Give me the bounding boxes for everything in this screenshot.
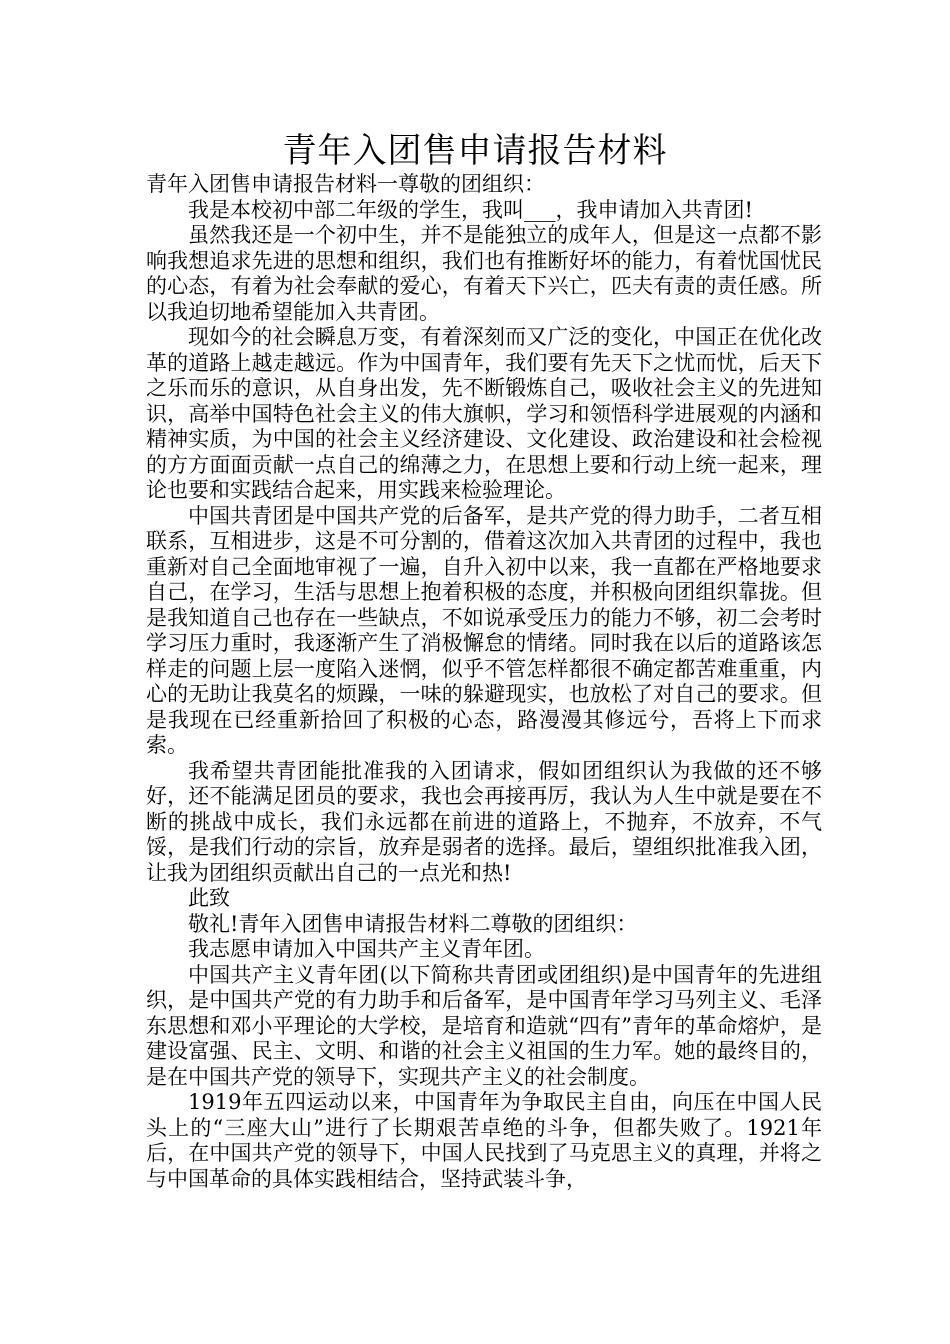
paragraph: 敬礼!青年入团售申请报告材料二尊敬的团组织： — [188, 911, 638, 936]
paragraph: 我是本校初中部二年级的学生，我叫___，我申请加入共青团! — [188, 197, 753, 222]
paragraph: 1919年五四运动以来，中国青年为争取民主自由，向压在中国人民头上的“三座大山”进行了长期艰苦卓绝的斗争，但都失败了。1921年后，在中国共产党的领导下，中国人民找到了马克思主义的真理，并将之与中国革命的具体实践相结合，坚持武装斗争， — [146, 1090, 822, 1191]
closing-phrase: 此致 — [188, 886, 230, 910]
paragraph: 中国共青团是中国共产党的后备军，是共产党的得力助手，二者互相联系，互相进步，这是不可分割的，借着这次加入共青团的过程中，我也重新对自己全面地审视了一遍，自升入初中以来，我一直都在严格地要求自己，在学习，生活与思想上抱着积极的态度，并积极向团组织靠拢。但是我知道自己也存在一些缺点，不如说承受压力的能力不够，初二会考时学习压力重时，我逐渐产生了消极懈怠的情绪。同时我在以后的道路该怎样走的问题上层一度陷入迷惘，似乎不管怎样都很不确定都苦难重重，内心的无助让我莫名的烦躁，一味的躲避现实，也放松了对自己的要求。但是我现在已经重新拾回了积极的心态，路漫漫其修远兮，吾将上下而求索。 — [146, 503, 822, 757]
paragraph: 我希望共青团能批准我的入团请求，假如团组织认为我做的还不够好，还不能满足团员的要求，我也会再接再厉，我认为人生中就是要在不断的挑战中成长，我们永远都在前进的道路上，不抛弃，不放弃，不气馁，是我们行动的宗旨，放弃是弱者的选择。最后，望组织批准我入团，让我为团组织贡献出自己的一点光和热! — [146, 758, 822, 885]
paragraph: 我志愿申请加入中国共产主义青年团。 — [188, 937, 545, 961]
paragraph: 虽然我还是一个初中生，并不是能独立的成年人，但是这一点都不影响我想追求先进的思想和组织，我们也有推断好坏的能力，有着忧国忧民的心态，有着为社会奉献的爱心，有着天下兴亡，匹夫有责的责任感。所以我迫切地希望能加入共青团。 — [146, 223, 822, 324]
document-body — [146, 172, 822, 1192]
paragraph: 青年入团售申请报告材料一尊敬的团组织： — [146, 172, 545, 196]
document-title: 青年入团售申请报告材料 — [282, 131, 668, 171]
paragraph: 中国共产主义青年团(以下简称共青团或团组织)是中国青年的先进组织，是中国共产党的有力助手和后备军，是中国青年学习马列主义、毛泽东思想和邓小平理论的大学校，是培育和造就“四有”青年的革命熔炉，是建设富强、民主、文明、和谐的社会主义祖国的生力军。她的最终目的，是在中国共产党的领导下，实现共产主义的社会制度。 — [146, 962, 822, 1089]
paragraph: 现如今的社会瞬息万变，有着深刻而又广泛的变化，中国正在优化改革的道路上越走越远。作为中国青年，我们要有先天下之忧而忧，后天下之乐而乐的意识，从自身出发，先不断锻炼自己，吸收社会主义的先进知识，高举中国特色社会主义的伟大旗帜，学习和领悟科学进展观的内涵和精神实质，为中国的社会主义经济建设、文化建设、政治建设和社会检视的方方面面贡献一点自己的绵薄之力，在思想上要和行动上统一起来，理论也要和实践结合起来，用实践来检验理论。 — [146, 325, 822, 502]
